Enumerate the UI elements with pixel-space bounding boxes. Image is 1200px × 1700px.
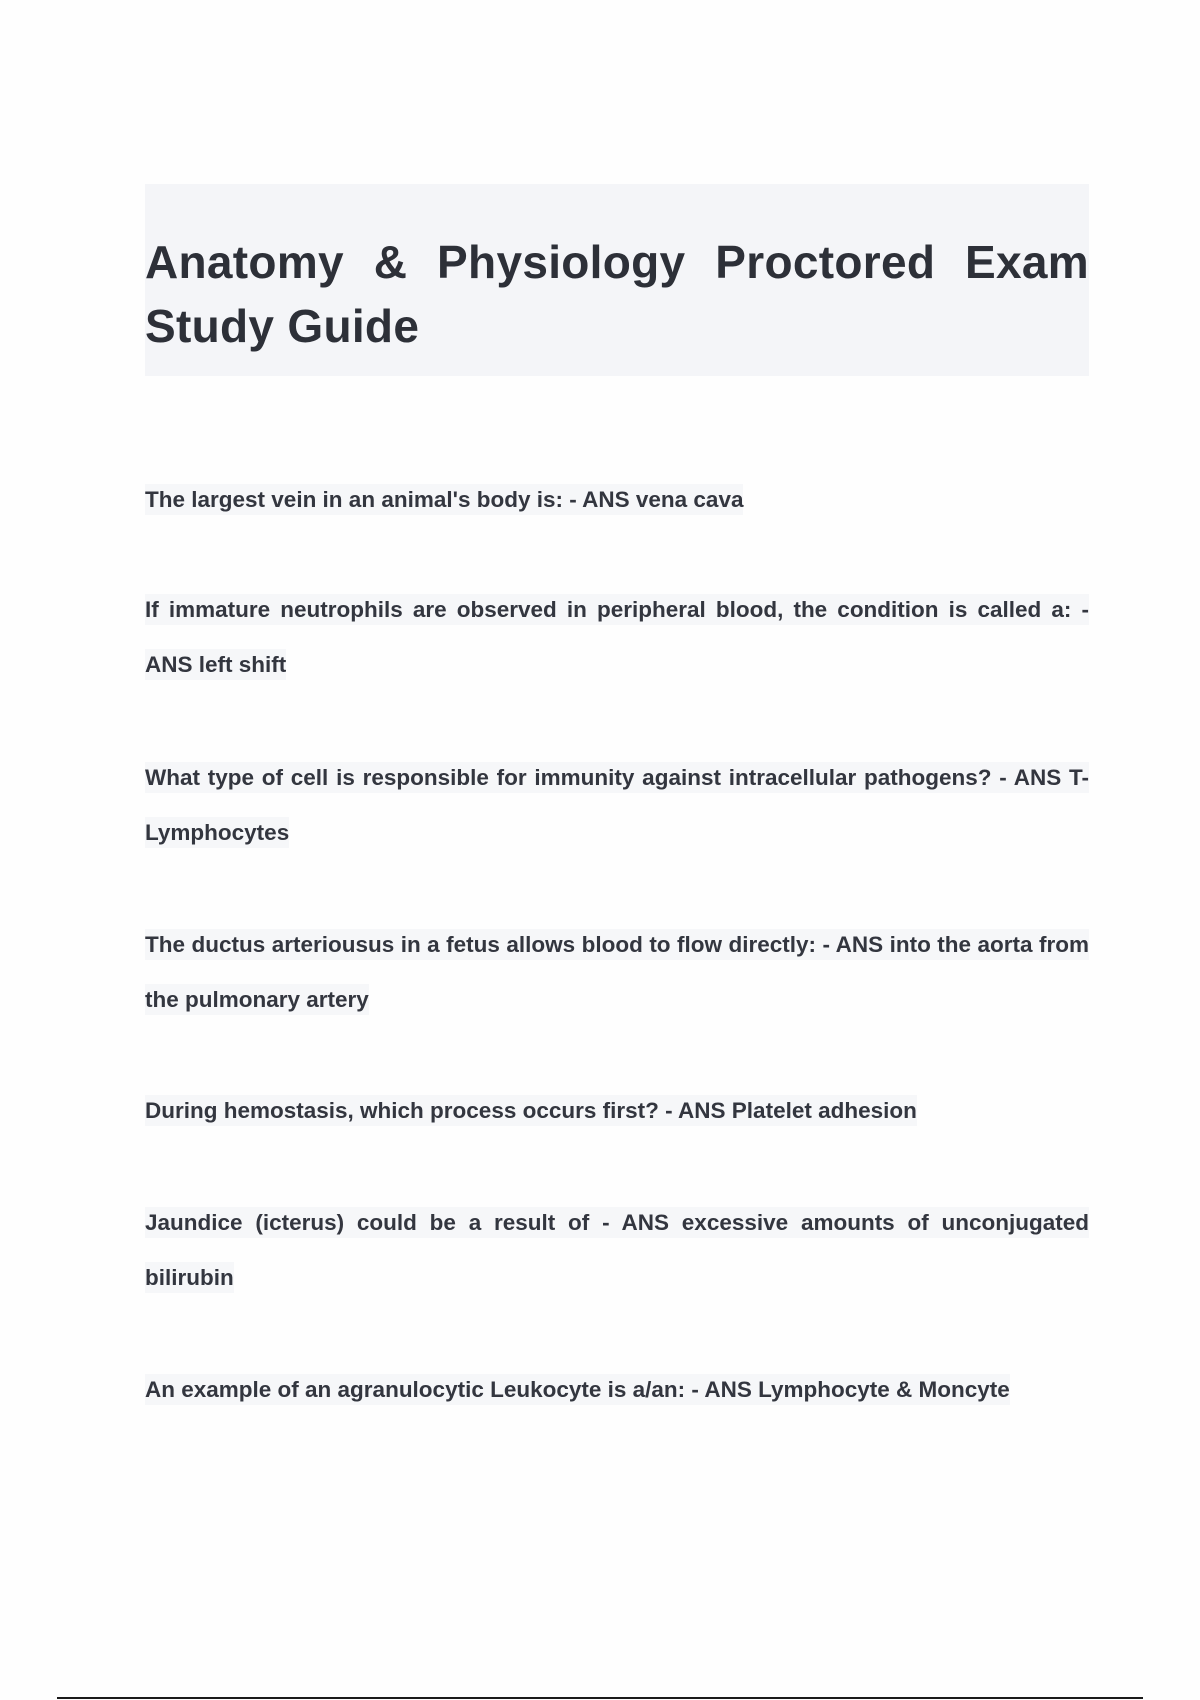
qa-text: An example of an agranulocytic Leukocyte is a/an: - ANS Lymphocyte & Moncyte [145,1374,1010,1405]
qa-item [145,1362,1089,1417]
qa-text: If immature neutrophils are observed in peripheral blood, the condition is called a: - ANS left shift [145,594,1089,680]
qa-text: Jaundice (icterus) could be a result of - ANS excessive amounts of unconjugated bilirubin [145,1207,1089,1293]
document-title: Anatomy & Physiology Proctored Exam Study Guide [145,236,1089,352]
qa-item [145,1195,1089,1305]
qa-item [145,472,1089,527]
qa-text: The largest vein in an animal's body is: - ANS vena cava [145,484,743,515]
footer-divider [57,1697,1143,1699]
qa-text: What type of cell is responsible for immunity against intracellular pathogens? - ANS T-Lymphocytes [145,762,1089,848]
qa-item [145,582,1089,692]
qa-item [145,750,1089,860]
qa-text: During hemostasis, which process occurs first? - ANS Platelet adhesion [145,1095,917,1126]
qa-item [145,1083,1089,1138]
qa-text: The ductus arteriousus in a fetus allows blood to flow directly: - ANS into the aorta from the pulmonary artery [145,929,1089,1015]
qa-item [145,917,1089,1027]
title-block [145,184,1089,376]
